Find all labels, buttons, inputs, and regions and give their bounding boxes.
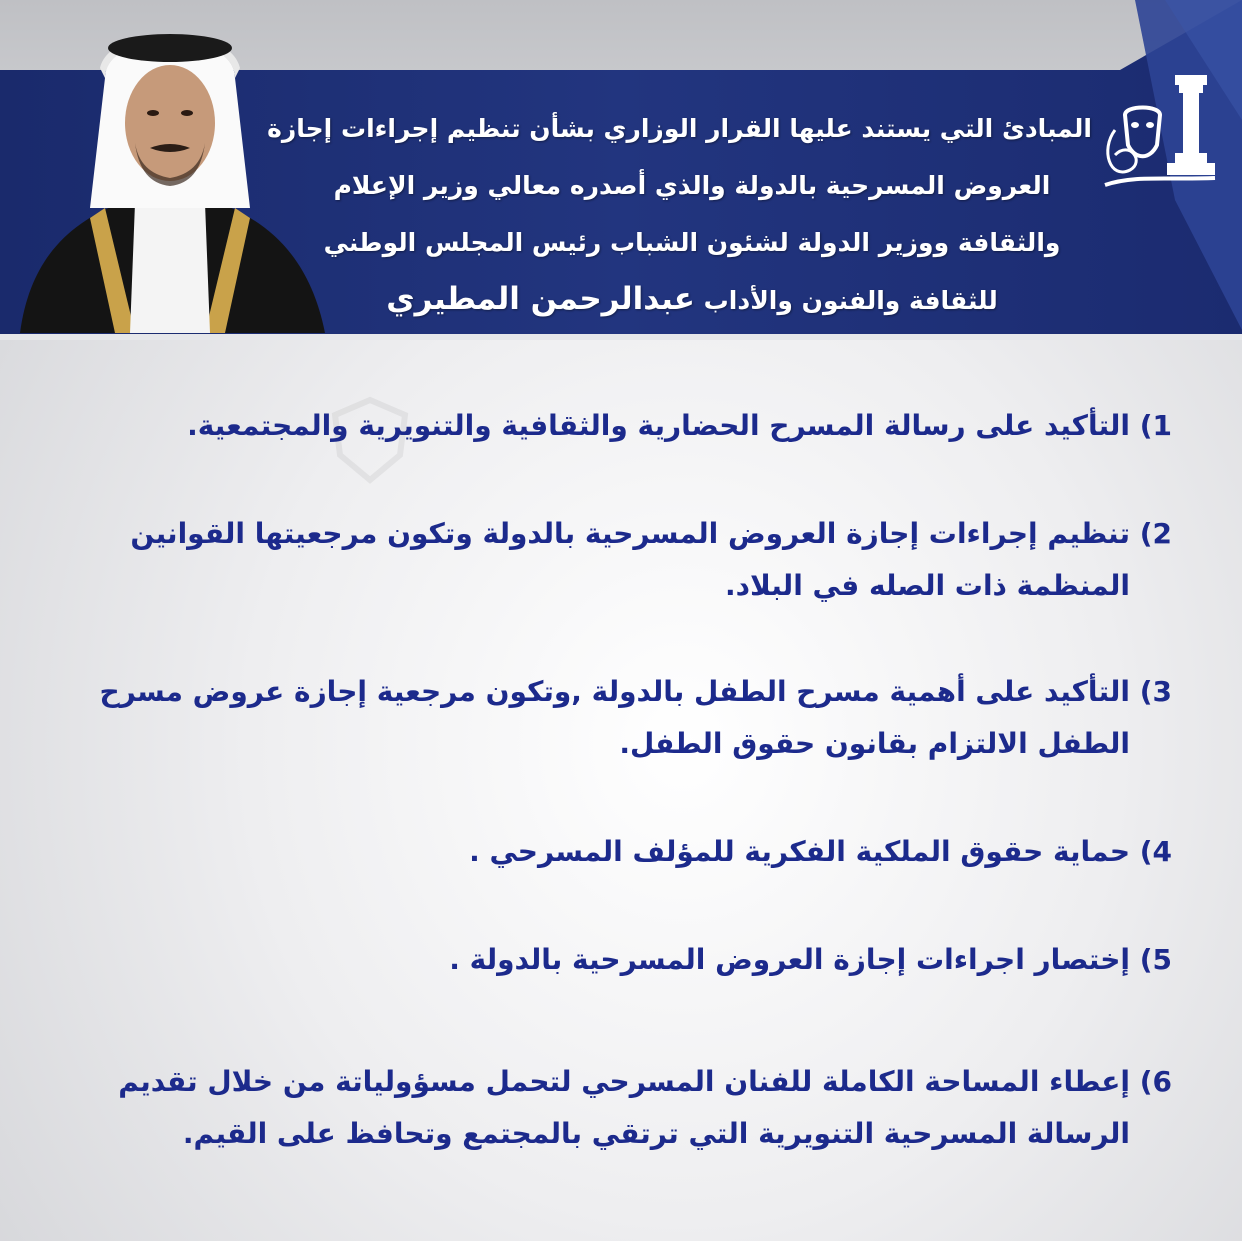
principle-number: 5) xyxy=(1139,943,1172,976)
principle-number: 6) xyxy=(1139,1065,1172,1098)
principle-item xyxy=(62,1056,1172,1160)
principle-number: 1) xyxy=(1139,409,1172,442)
principle-text: إعطاء المساحة الكاملة للفنان المسرحي لتحمل مسؤولياتة من خلال تقديم الرسالة المسرحية التنويرية التي ترتقي بالمجتمع وتحافظ على القيم. xyxy=(118,1065,1130,1150)
principle-item xyxy=(62,400,1172,452)
principle-text: تنظيم إجراءات إجازة العروض المسرحية بالدولة وتكون مرجعيتها القوانين المنظمة ذات الصله في البلاد. xyxy=(130,517,1130,602)
header-line-4 xyxy=(292,271,1092,329)
principle-number: 4) xyxy=(1139,835,1172,868)
theatre-masks-chess-logo-icon xyxy=(1095,70,1225,200)
principle-number: 3) xyxy=(1139,675,1172,708)
header-line-4-prefix: للثقافة والفنون والأداب xyxy=(703,286,998,315)
principle-item xyxy=(62,666,1172,770)
principle-item xyxy=(62,826,1172,878)
header-line-2: العروض المسرحية بالدولة والذي أصدره معالي وزير الإعلام xyxy=(333,171,1051,200)
minister-name: عبدالرحمن المطيري xyxy=(386,281,695,317)
header-line-3: والثقافة ووزير الدولة لشئون الشباب رئيس المجلس الوطني xyxy=(323,228,1061,257)
principle-text: إختصار اجراءات إجازة العروض المسرحية بالدولة . xyxy=(449,943,1130,976)
principle-text: حماية حقوق الملكية الفكرية للمؤلف المسرحي . xyxy=(469,835,1130,868)
principle-text: التأكيد على أهمية مسرح الطفل بالدولة ,وتكون مرجعية إجازة عروض مسرح الطفل الالتزام بقانون حقوق الطفل. xyxy=(99,675,1130,760)
header-line-1: المبادئ التي يستند عليها القرار الوزاري بشأن تنظيم إجراءات إجازة xyxy=(267,114,1092,143)
principle-item xyxy=(62,934,1172,986)
principle-item xyxy=(62,508,1172,612)
principle-number: 2) xyxy=(1139,517,1172,550)
header-title-block xyxy=(267,100,1092,329)
minister-portrait xyxy=(10,8,330,333)
principles-list xyxy=(62,400,1172,1160)
principle-text: التأكيد على رسالة المسرح الحضارية والثقافية والتنويرية والمجتمعية. xyxy=(187,409,1130,442)
